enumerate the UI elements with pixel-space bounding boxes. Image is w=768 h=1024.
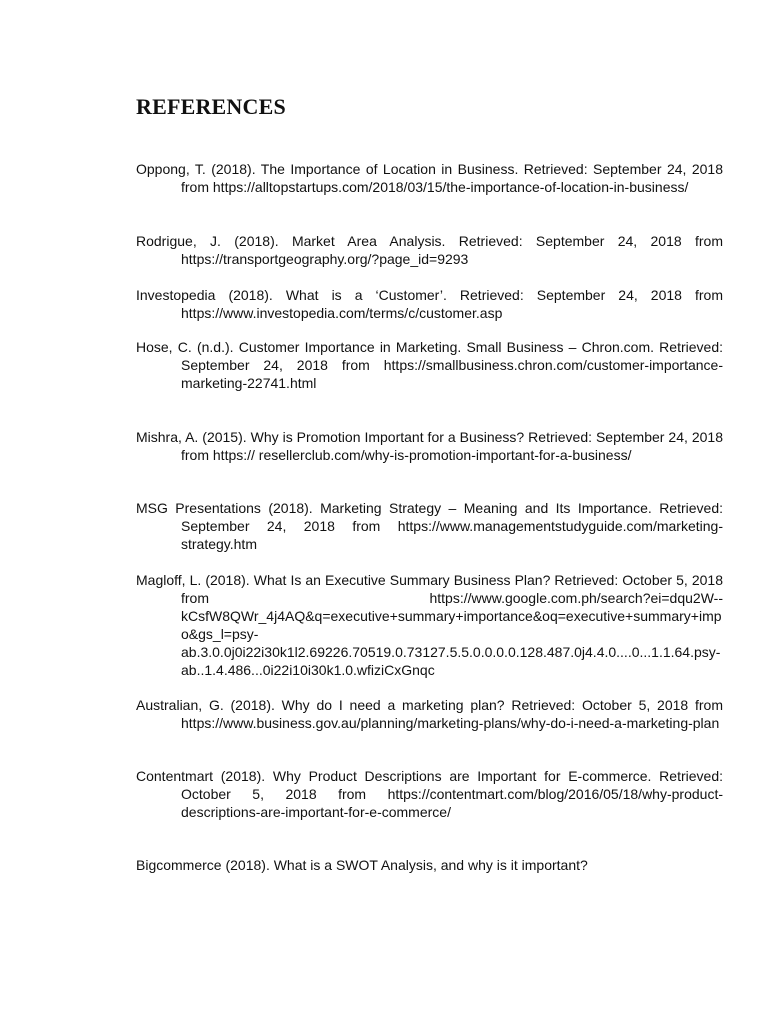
reference-entry: Oppong, T. (2018). The Importance of Location in Business. Retrieved: September 24, 2018 from https://alltopstartups.com/2018/03/15/the-importance-of-location-in-business/ [136, 161, 723, 195]
references-heading: REFERENCES [136, 94, 286, 119]
reference-entry: Rodrigue, J. (2018). Market Area Analysis. Retrieved: September 24, 2018 from https://transportgeography.org/?page_id=9293 [136, 233, 723, 267]
reference-entry: Contentmart (2018). Why Product Descriptions are Important for E-commerce. Retrieved: October 5, 2018 from https://contentmart.com/blog/2016/05/18/why-product-descriptions-are-important-for-e-commerce/ [136, 768, 723, 820]
reference-entry: MSG Presentations (2018). Marketing Strategy – Meaning and Its Importance. Retrieved: September 24, 2018 from https://www.managementstudyguide.com/marketing-strategy.htm [136, 500, 723, 552]
reference-entry: Investopedia (2018). What is a ‘Customer’. Retrieved: September 24, 2018 from https://www.investopedia.com/terms/c/customer.asp [136, 287, 723, 321]
reference-entry: Hose, C. (n.d.). Customer Importance in Marketing. Small Business – Chron.com. Retrieved: September 24, 2018 from https://smallbusiness.chron.com/customer-importance-marketing-22741.html [136, 339, 723, 391]
reference-entry: Magloff, L. (2018). What Is an Executive Summary Business Plan? Retrieved: October 5, 2018 from https://www.google.com.ph/search?ei=dqu2W--kCsfW8QWr_4j4AQ&q=executive+summary+importance&oq=executive+summary+impo&gs_l=psy-ab.3.0.0j0i22i30k1l2.69226.70519.0.73127.5.5.0.0.0.0.128.487.0j4.4.0....0...1.1.64.psy-ab..1.4.486...0i22i10i30k1.0.wfiziCxGnqc [136, 572, 723, 678]
reference-entry: Mishra, A. (2015). Why is Promotion Important for a Business? Retrieved: September 24, 2018 from https:// resellerclub.com/why-is-promotion-important-for-a-business/ [136, 429, 723, 463]
reference-entry: Australian, G. (2018). Why do I need a marketing plan? Retrieved: October 5, 2018 from https://www.business.gov.au/planning/marketing-plans/why-do-i-need-a-marketing-plan [136, 697, 723, 731]
reference-entry: Bigcommerce (2018). What is a SWOT Analysis, and why is it important? [136, 857, 588, 873]
